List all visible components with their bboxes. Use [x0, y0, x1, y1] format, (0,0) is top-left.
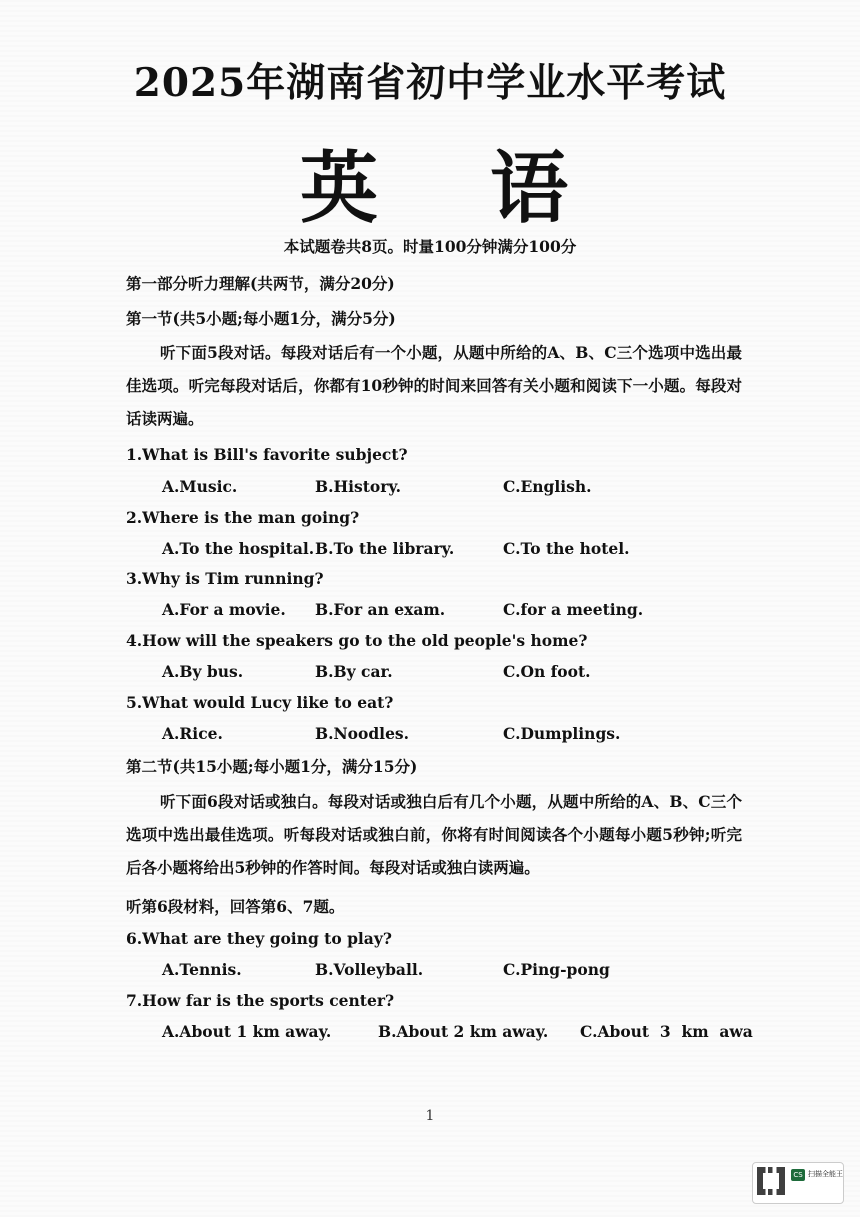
question-2: 2.Where is the man going? [126, 508, 360, 527]
q6-option-c: C.Ping-pong [503, 960, 610, 979]
section2-heading: 第二节(共15小题;每小题1分，满分15分) [126, 757, 418, 776]
subject-char-2: 语 [490, 143, 569, 234]
material-note: 听第6段材料，回答第6、7题。 [126, 897, 345, 916]
q5-option-a: A.Rice. [162, 724, 223, 743]
section1-heading: 第一节(共5小题;每小题1分，满分5分) [126, 309, 396, 328]
section2-instructions: 听下面6段对话或独白。每段对话或独白后有几个小题，从题中所给的A、B、C三个选项中选出最佳选项。听每段对话或独白前，你将有时间阅读各个小题每小题5秒钟;听完后各小题将给出5秒钟的作答时间。每段对话或独白读两遍。 [126, 792, 742, 877]
q4-option-b: B.By car. [315, 662, 393, 681]
part1-heading: 第一部分听力理解(共两节，满分20分) [126, 274, 395, 293]
q1-option-b: B.History. [315, 477, 402, 496]
question-3: 3.Why is Tim running? [126, 569, 324, 588]
watermark-label: 扫描全能王 [808, 1170, 843, 1178]
scanner-watermark [752, 1162, 844, 1204]
section1-instructions: 听下面5段对话。每段对话后有一个小题，从题中所给的A、B、C三个选项中选出最佳选项。听完每段对话后，你都有10秒钟的时间来回答有关小题和阅读下一小题。每段对话读两遍。 [126, 343, 742, 428]
q3-option-a: A.For a movie. [162, 600, 286, 619]
question-5: 5.What would Lucy like to eat? [126, 693, 394, 712]
subject-heading [0, 126, 860, 234]
q1-option-c: C.English. [503, 477, 592, 496]
q2-option-a: A.To the hospital. [162, 539, 315, 558]
q5-option-c: C.Dumplings. [503, 724, 621, 743]
question-4: 4.How will the speakers go to the old people's home? [126, 631, 588, 650]
exam-title: 2025年湖南省初中学业水平考试 [133, 60, 727, 106]
q3-option-b: B.For an exam. [315, 600, 446, 619]
q5-option-b: B.Noodles. [315, 724, 410, 743]
q1-option-a: A.Music. [162, 477, 238, 496]
q7-option-b: B.About 2 km away. [378, 1022, 549, 1041]
q3-option-c: C.for a meeting. [503, 600, 644, 619]
qr-code-icon [757, 1167, 785, 1195]
q4-option-c: C.On foot. [503, 662, 591, 681]
question-1: 1.What is Bill's favorite subject? [126, 445, 408, 464]
q7-option-c: C.About 3 km awa [580, 1022, 753, 1041]
q4-option-a: A.By bus. [162, 662, 244, 681]
q7-option-a: A.About 1 km away. [162, 1022, 332, 1041]
q6-option-a: A.Tennis. [162, 960, 242, 979]
q2-option-c: C.To the hotel. [503, 539, 630, 558]
exam-info: 本试题卷共8页。时量100分钟满分100分 [283, 237, 577, 256]
question-6: 6.What are they going to play? [126, 929, 392, 948]
page-number: 1 [425, 1108, 435, 1124]
q6-option-b: B.Volleyball. [315, 960, 424, 979]
subject-char-1: 英 [300, 143, 379, 234]
camscanner-logo: CS [791, 1169, 805, 1181]
question-7: 7.How far is the sports center? [126, 991, 395, 1010]
q2-option-b: B.To the library. [315, 539, 455, 558]
